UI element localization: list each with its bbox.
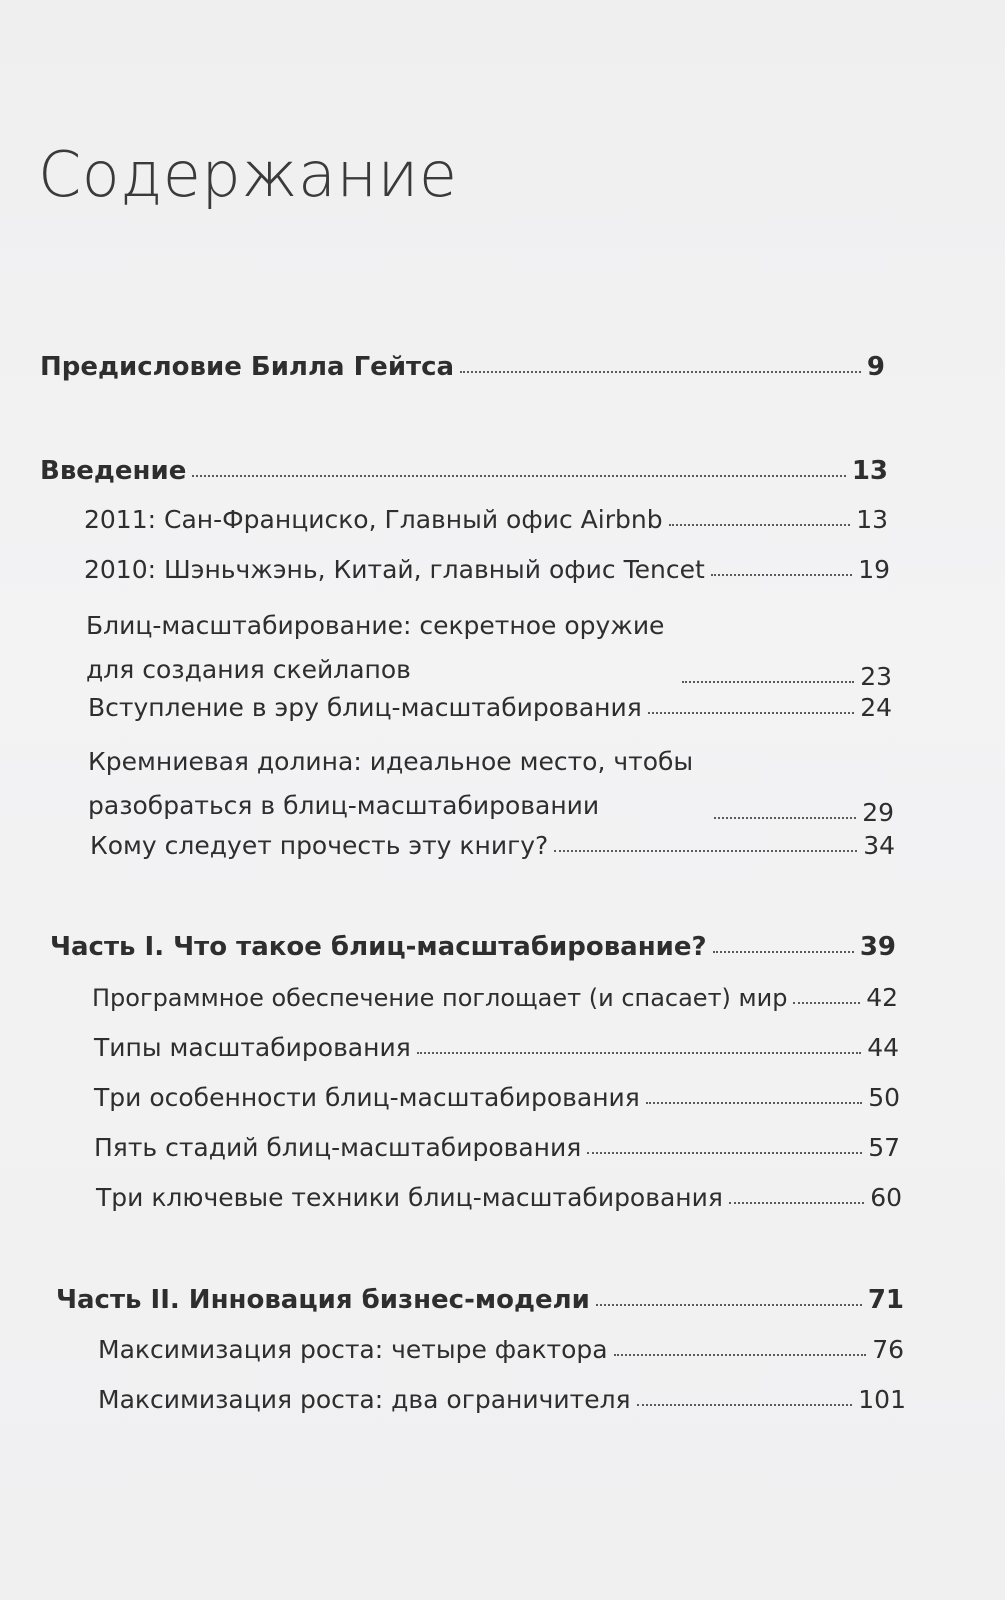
toc-entry [94,1083,900,1113]
toc-entry-label: Предисловие Билла Гейтса [40,352,455,382]
leader-dots [682,681,854,683]
toc-entry [56,1285,904,1315]
page-title: Содержание [38,138,458,211]
toc-entry [90,831,895,861]
leader-dots [714,817,856,819]
toc-entry [40,352,885,382]
toc-entry-label: Три особенности блиц-масштабирования [94,1083,640,1112]
leader-dots [417,1052,861,1054]
toc-entry [92,983,898,1013]
toc-entry-page: 101 [858,1385,906,1414]
toc-entry-label: 2011: Сан-Франциско, Главный офис Airbnb [84,505,663,534]
toc-entry-page: 29 [862,798,894,827]
toc-entry-label: Программное обеспечение поглощает (и спасает) мир [92,984,788,1012]
leader-dots [596,1304,862,1306]
toc-entry [84,555,890,585]
toc-entry-label: Часть II. Инновация бизнес-модели [56,1285,590,1315]
toc-entry [40,456,888,486]
toc-entry-page: 76 [872,1335,904,1364]
toc-entry-page: 50 [868,1083,900,1112]
toc-entry-label: Три ключевые техники блиц-масштабирования [96,1183,723,1212]
toc-entry-label: Максимизация роста: два ограничителя [98,1385,631,1414]
toc-entry-page: 19 [858,555,890,584]
leader-dots [587,1152,862,1154]
toc-entry-page: 42 [866,983,898,1012]
leader-dots [729,1202,864,1204]
toc-entry [94,1133,900,1163]
leader-dots [646,1102,862,1104]
toc-entry-label: Часть I. Что такое блиц-масштабирование? [50,932,707,962]
leader-dots [637,1404,853,1406]
toc-entry-page: 71 [867,1285,904,1315]
toc-entry-label: Типы масштабирования [94,1033,411,1062]
toc-entry-label: Кому следует прочесть эту книгу? [90,831,549,860]
toc-entry [96,1183,902,1213]
leader-dots [711,574,852,576]
toc-entry [98,1335,904,1365]
toc-entry-page: 39 [859,932,896,962]
toc-entry-label: Введение [40,456,187,486]
toc-entry [94,1033,899,1063]
leader-dots [669,524,851,526]
toc-entry-page: 57 [868,1133,900,1162]
toc-entry-label: Пять стадий блиц-масштабирования [94,1133,582,1162]
toc-entry [98,1385,906,1415]
leader-dots [192,475,845,477]
leader-dots [554,850,857,852]
toc-entry-label: Кремниевая долина: идеальное место, чтобы разобраться в блиц-масштабировании [88,747,694,820]
leader-dots [648,712,854,714]
toc-entry [88,693,892,723]
toc-entry-page: 23 [860,662,892,691]
toc-entry-page: 13 [851,456,888,486]
toc-entry-page: 13 [856,505,888,534]
toc-entry-label: 2010: Шэньчжэнь, Китай, главный офис Tencet [84,555,705,584]
leader-dots [614,1354,867,1356]
toc-entry [86,604,892,692]
toc-entry-page: 24 [860,693,892,722]
leader-dots [793,1002,860,1004]
toc-entry-label: Блиц-масштабирование: секретное оружие для создания скейлапов [86,611,665,684]
toc-entry-label: Вступление в эру блиц-масштабирования [88,693,642,722]
toc-entry [84,505,888,535]
toc-entry-page: 60 [870,1183,902,1212]
leader-dots [460,371,861,373]
toc-entry-page: 44 [867,1033,899,1062]
toc-entry [88,740,894,828]
leader-dots [713,951,854,953]
toc-entry-label: Максимизация роста: четыре фактора [98,1335,608,1364]
toc-entry-page: 9 [866,352,885,382]
toc-entry [50,932,896,962]
toc-entry-page: 34 [863,831,895,860]
